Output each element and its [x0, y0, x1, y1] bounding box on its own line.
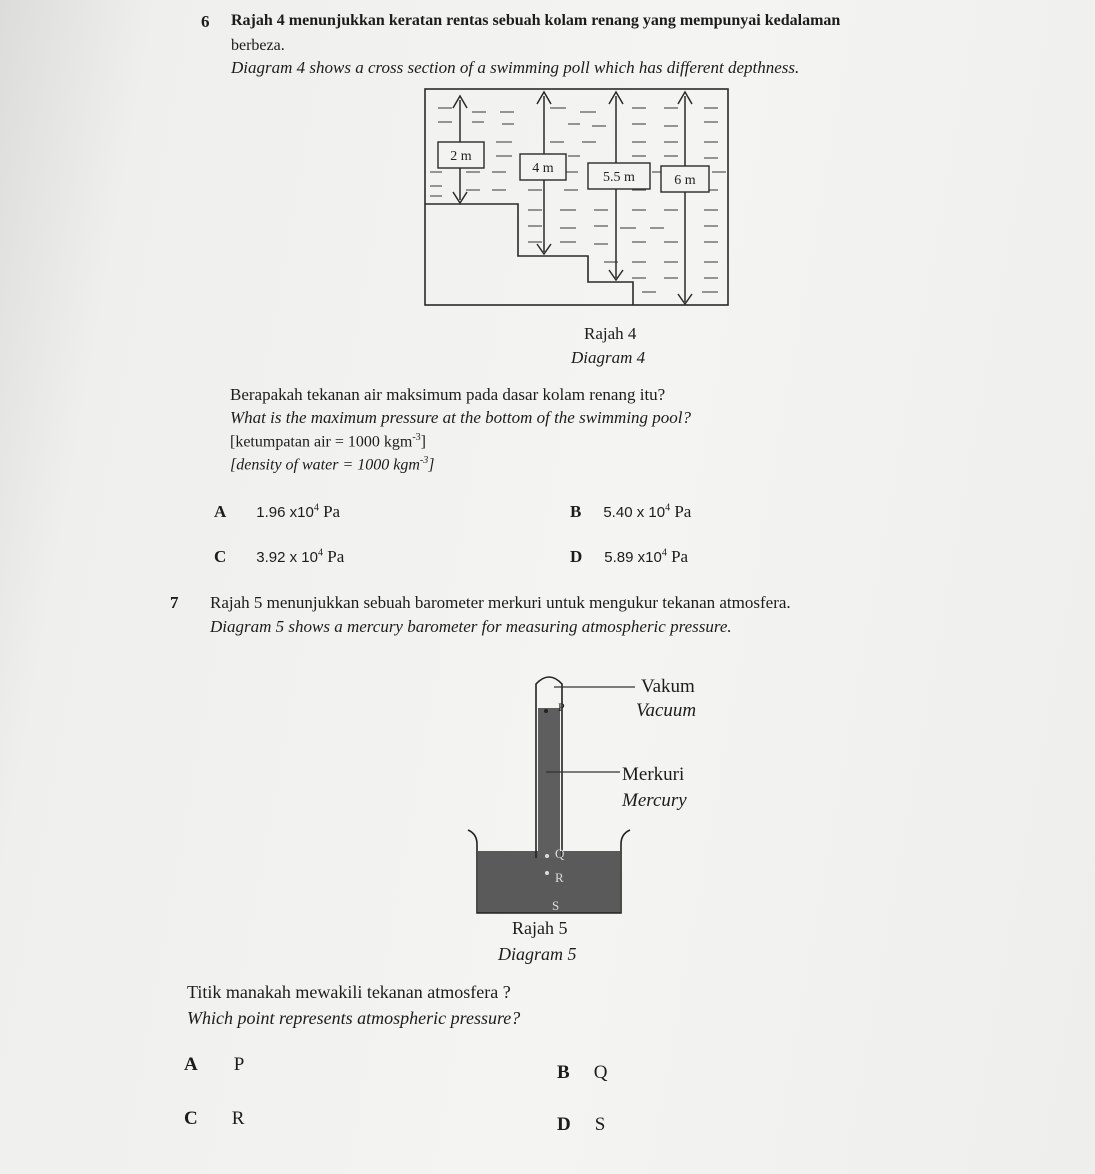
q7-option-d[interactable]: D S [557, 1114, 606, 1135]
mercury-column [538, 708, 560, 858]
diagram5-caption-ms: Rajah 5 [512, 918, 568, 938]
q6-number: 6 [201, 12, 210, 31]
vacuum-label-ms: Vakum [641, 676, 695, 697]
diagram4-caption-en: Diagram 4 [571, 348, 646, 367]
diagram5-caption-en: Diagram 5 [498, 944, 577, 964]
mercury-label-en: Mercury [622, 790, 687, 811]
q7-number: 7 [170, 593, 179, 612]
q7-question-ms: Titik manakah mewakili tekanan atmosfera ? [187, 982, 511, 1002]
water-dashes [430, 108, 726, 292]
point-s: S [552, 898, 560, 913]
q6-option-a[interactable]: A 1.96 $x10^4$ Pa [214, 502, 341, 521]
point-r: R [555, 870, 564, 885]
depth-label-5-5m: 5.5 m [603, 170, 635, 185]
q7-stem-ms: Rajah 5 menunjukkan sebuah barometer merkuri untuk mengukur tekanan atmosfera. [210, 593, 791, 612]
vacuum-label-en: Vacuum [636, 700, 697, 721]
q6-density-ms: [ketumpatan air = 1000 kgm$^{-3}$] [230, 432, 426, 451]
depth-label-4m: 4 m [532, 161, 554, 176]
q7-question-en: Which point represents atmospheric pressure? [187, 1008, 521, 1028]
q6-stem-ms-line1: Rajah 4 menunjukkan keratan rentas sebuah kolam renang yang mempunyai kedalaman [231, 12, 841, 29]
pool-floor-step [425, 204, 633, 305]
diagram4-caption-ms: Rajah 4 [584, 324, 637, 343]
q6-density-en: [density of water = 1000 kgm$^{-3}$] [230, 455, 435, 474]
depth-label-6m: 6 m [674, 173, 696, 188]
q6-stem-ms-line2: berbeza. [231, 37, 285, 54]
point-q: Q [555, 846, 565, 861]
mercury-dish-fill [478, 851, 620, 913]
q7-option-c[interactable]: C R [184, 1108, 245, 1129]
pool-outline [425, 89, 728, 305]
q6-question-ms: Berapakah tekanan air maksimum pada dasar kolam renang itu? [230, 385, 666, 404]
q7-option-b[interactable]: B Q [557, 1062, 608, 1083]
q6-stem-en: Diagram 4 shows a cross section of a swimming poll which has different depthness. [231, 58, 800, 77]
depth-label-2m: 2 m [450, 149, 472, 164]
mercury-label-ms: Merkuri [622, 764, 685, 785]
q6-option-d[interactable]: D 5.89 $x10^4$ Pa [570, 547, 689, 566]
point-p: P [558, 700, 565, 714]
q6-option-b[interactable]: B 5.40 x $10^4$ Pa [570, 502, 692, 521]
pool-diagram [420, 86, 732, 310]
q7-option-a[interactable]: A P [184, 1054, 245, 1075]
q6-option-c[interactable]: C 3.92 x $10^4$ Pa [214, 547, 345, 566]
q7-stem-en: Diagram 5 shows a mercury barometer for measuring atmospheric pressure. [210, 617, 732, 636]
q6-question-en: What is the maximum pressure at the bottom of the swimming pool? [230, 408, 692, 427]
